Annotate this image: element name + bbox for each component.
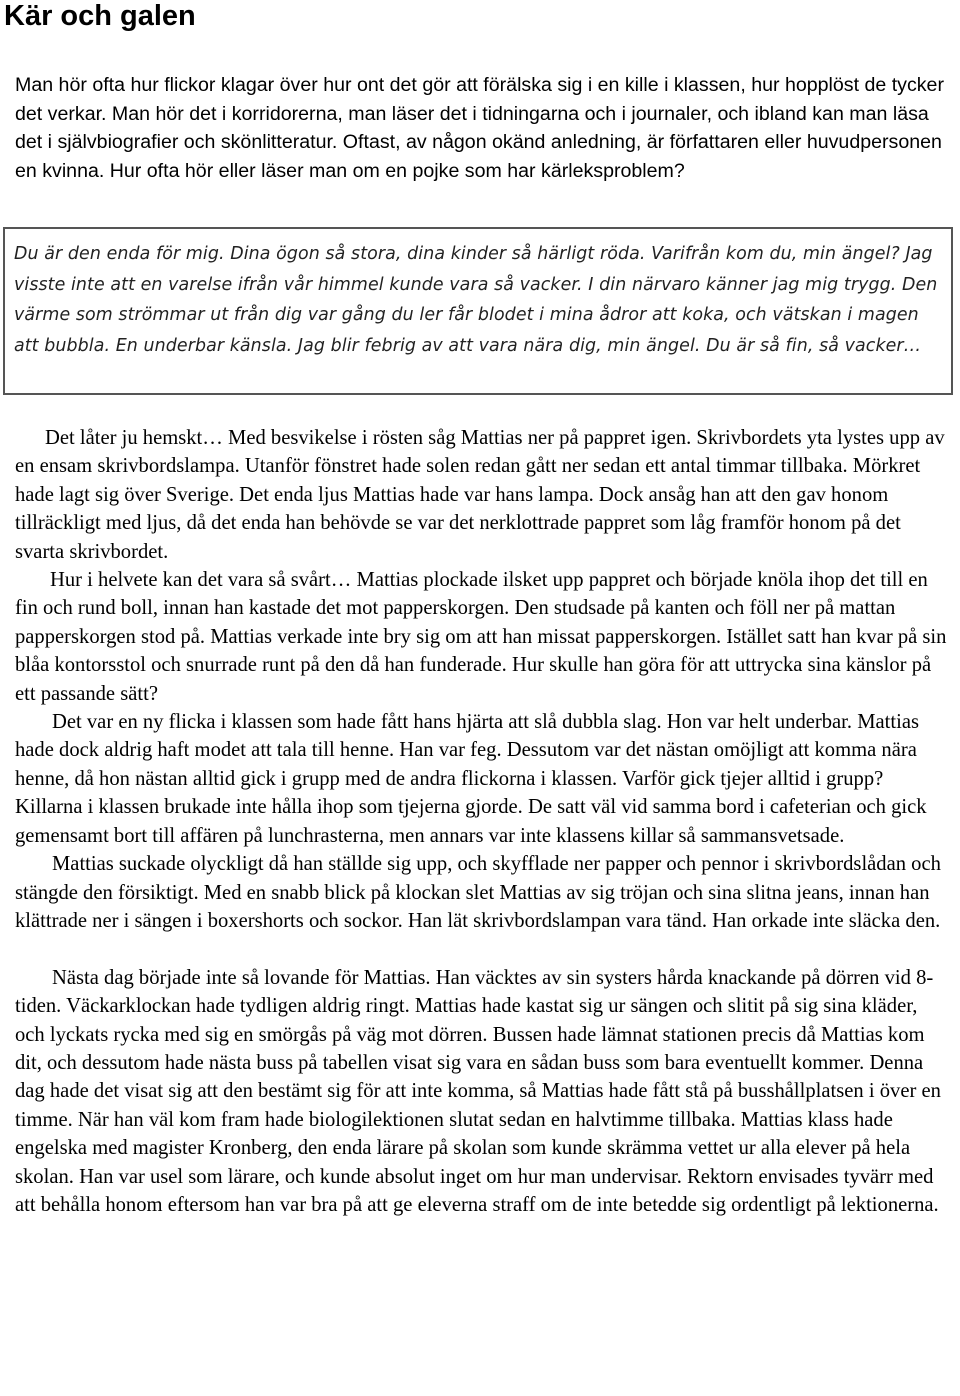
story-paragraph: Det låter ju hemskt… Med besvikelse i rösten såg Mattias ner på pappret igen. Skrivbordets yta lystes upp av en ensam skrivbordslampa. Utanför fönstret hade solen redan gått ner sedan ett antal timmar tillbaka. Mörkret hade lagt sig över Sverige. Det enda ljus Mattias hade var hans lampa. Dock ansåg han att den gav honom tillräckligt med ljus, då det enda han behövde se var det nerklottrade pappret som låg framför honom på det svarta skrivbordet. [15, 427, 945, 563]
story-paragraph: Det var en ny flicka i klassen som hade fått hans hjärta att slå dubbla slag. Hon var helt underbar. Mattias hade dock aldrig haft modet att tala till henne. Han var feg. Dessutom var det nästan omöjligt att komma nära henne, då hon nästan alltid gick i grupp med de andra flickorna i klassen. Varför gick tjejer alltid i grupp? Killarna i klassen brukade inte hålla ihop som tjejerna gjorde. De satt väl vid samma bord i cafeterian och gick gemensamt bort till affären på lunchrasterna, men annars var inte klassens killar så sammansvetsade. [15, 711, 927, 847]
letter-text: Du är den enda för mig. Dina ögon så stora, dina kinder så härligt röda. Varifrån kom du, min ängel? Jag visste inte att en varelse ifrån vår himmel kunde vara så vacker. I din närvaro känner jag mig trygg. Den värme som strömmar ut från dig var gång du ler får blodet i mina ådror att koka, och vätskan i magen att bubbla. En underbar känsla. Jag blir febrig av att vara nära dig, min ängel. Du är så fin, så vacker… [14, 244, 938, 356]
paragraph-gap [15, 935, 950, 963]
document-title: Kär och galen [4, 0, 196, 32]
story-paragraph: Nästa dag började inte så lovande för Mattias. Han väcktes av sin systers hårda knackande på dörren vid 8-tiden. Väckarklockan hade tydligen aldrig ringt. Mattias hade kastat sig ur sängen och slitit på sig sina kläder, och lyckats rycka med sig en smörgås på väg mot dörren. Bussen hade lämnat stationen precis då Mattias kom dit, och dessutom hade nästa buss på tabellen visat sig vara en sådan buss som bara eventuellt kommer. Denna dag hade det visat sig att den bestämt sig för att inte komma, så Mattias hade fått stå på busshållplatsen i över en timme. När han väl kom fram hade biologilektionen slutat sedan en halvtimme tillbaka. Mattias klass hade engelska med magister Kronberg, den enda lärare på skolan som kunde skrämma vettet ur alla elever på hela skolan. Han var usel som lärare, och kunde absolut inget om hur man undervisar. Rektorn envisades tyvärr med att behålla honom eftersom han var bra på att ge eleverna straff om de inte betedde sig ordentligt på lektionerna. [15, 966, 941, 1216]
intro-paragraph: Man hör ofta hur flickor klagar över hur ont det gör att förälska sig i en kille i klassen, hur hopplöst de tycker det verkar. Man hör det i korridorerna, man läser det i tidningarna och i journaler, och ibland kan man läsa det i självbiografier och skönlitteratur. Oftast, av någon okänd anledning, är författaren eller huvudpersonen en kvinna. Hur ofta hör eller läser man om en pojke som har kärleksproblem? [15, 74, 944, 182]
story-body [15, 424, 950, 1219]
letter-box [3, 227, 953, 395]
story-paragraph: Hur i helvete kan det vara så svårt… Mattias plockade ilsket upp pappret och började knöla ihop det till en fin och rund boll, innan han kastade det mot papperskorgen. Den studsade på kanten och föll ner på mattan papperskorgen stod på. Mattias verkade inte bry sig om att han missat papperskorgen. Istället satt han kvar på sin blåa kontorsstol och snurrade runt på den då han funderade. Hur skulle han göra för att uttrycka sina känslor på ett passande sätt? [15, 569, 947, 705]
story-paragraph: Mattias suckade olyckligt då han ställde sig upp, och skyfflade ner papper och pennor i skrivbordslådan och stängde den försiktigt. Med en snabb blick på klockan slet Mattias av sig tröjan och sina slitna jeans, innan han klättrade ner i sängen i boxershorts och sockor. Han lät skrivbordslampan vara tänd. Han orkade inte släcka den. [15, 853, 941, 932]
